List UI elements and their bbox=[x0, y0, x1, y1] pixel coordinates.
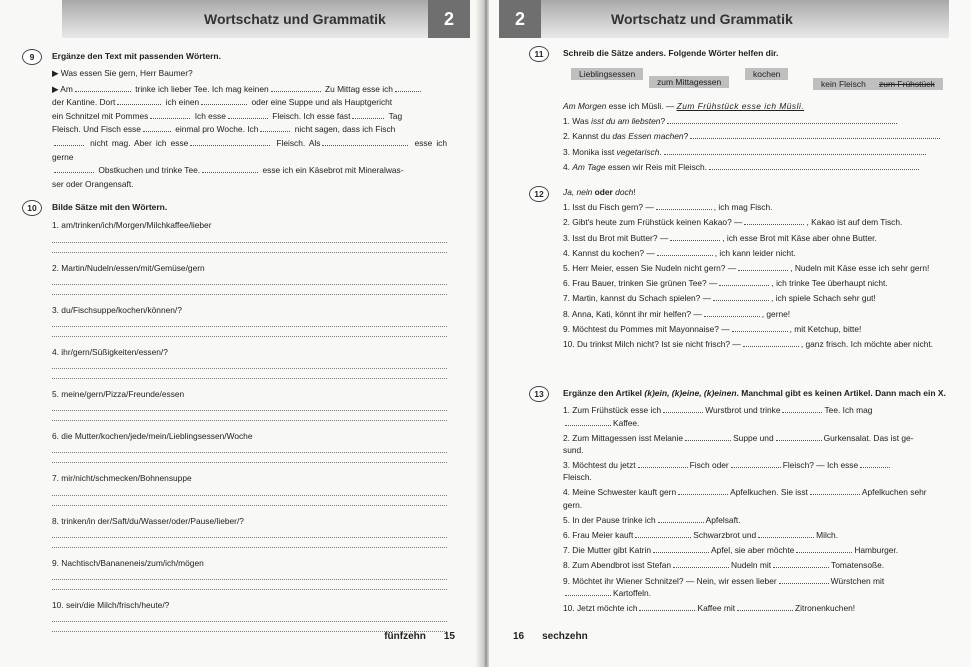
exercise-13-item: 3. Möchtest du jetzt Fisch oder Fleisch? — Ich esse Fleisch. bbox=[563, 459, 959, 483]
right-page bbox=[489, 0, 971, 667]
exercise-11 bbox=[563, 47, 959, 59]
exercise-10-item: 8. trinken/in der/Saft/du/Wasser/oder/Pause/lieber/? bbox=[52, 515, 447, 548]
left-page-number: 15 bbox=[443, 631, 455, 642]
exercise-10-item: 7. mir/nicht/schmecken/Bohnensuppe bbox=[52, 472, 447, 505]
exercise-13-item: 9. Möchtet ihr Wiener Schnitzel? — Nein, wir essen lieber Würstchen mit Kartoffeln. bbox=[563, 575, 885, 598]
exercise-13-item: 8. Zum Abendbrot isst Stefan Nudeln mit Tomatensoße. bbox=[563, 560, 885, 571]
exercise-12-item: 6. Frau Bauer, trinken Sie grünen Tee? — , ich trinke Tee überhaupt nicht. bbox=[563, 278, 888, 289]
exercise-9-number: 9 bbox=[22, 49, 42, 65]
exercise-12-item: 7. Martin, kannst du Schach spielen? — , ich spiele Schach sehr gut! bbox=[563, 293, 876, 304]
exercise-10-item: 5. meine/gern/Pizza/Freunde/essen bbox=[52, 388, 447, 421]
exercise-13-item: 7. Die Mutter gibt Katrin Apfel, sie aber möchte Hamburger. bbox=[563, 545, 899, 556]
word-box: kochen bbox=[745, 68, 788, 80]
exercise-13-item: 4. Meine Schwester kauft gern Apfelkuchen. Sie isst Apfelkuchen sehr gern. bbox=[563, 487, 927, 510]
exercise-12-task: Ja, nein oder doch! bbox=[563, 187, 636, 197]
exercise-12-item: 8. Anna, Kati, könnt ihr mir helfen? — , gerne! bbox=[563, 308, 791, 319]
exercise-10-item: 3. du/Fischsuppe/kochen/können/? bbox=[52, 304, 447, 337]
exercise-10-item: 2. Martin/Nudeln/essen/mit/Gemüse/gern bbox=[52, 262, 447, 295]
exercise-11-example: Am Morgen esse ich Müsli. — Zum Frühstück esse ich Müsli. bbox=[563, 101, 805, 111]
exercise-13 bbox=[563, 387, 959, 614]
exercise-10-item: 9. Nachtisch/Bananeneis/zum/ich/mögen bbox=[52, 557, 447, 590]
right-page-number: 16 bbox=[513, 631, 525, 642]
word-box-crossed: zum Frühstück bbox=[871, 78, 943, 90]
exercise-11-body bbox=[563, 100, 959, 173]
word-box: zum Mittagessen bbox=[649, 76, 729, 88]
left-header-title: Wortschatz und Grammatik bbox=[204, 11, 386, 27]
exercise-12-item: 3. Isst du Brot mit Butter? — , ich esse Brot mit Käse aber ohne Butter. bbox=[563, 232, 877, 243]
right-header bbox=[499, 0, 949, 38]
exercise-10-item: 10. sein/die Milch/frisch/heute/? bbox=[52, 599, 447, 632]
exercise-13-item: 10. Jetzt möchte ich Kaffee mit Zitronenkuchen! bbox=[563, 602, 856, 613]
exercise-10-item: 6. die Mutter/kochen/jede/mein/Lieblingsessen/Woche bbox=[52, 430, 447, 463]
exercise-13-task: Ergänze den Artikel (k)ein, (k)eine, (k)einen. Manchmal gibt es keinen Artikel. Dann mach ein X. bbox=[563, 388, 946, 398]
exercise-12-item: 1. Isst du Fisch gern? — , ich mag Fisch. bbox=[563, 202, 773, 213]
exercise-10-item: 1. am/trinken/ich/Morgen/Milchkaffee/lieber bbox=[52, 219, 447, 252]
exercise-11-item: 4. Am Tage essen wir Reis mit Fleisch. bbox=[563, 161, 959, 173]
exercise-11-item: 3. Monika isst vegetarisch. bbox=[563, 146, 959, 158]
exercise-12 bbox=[563, 186, 959, 350]
exercise-9-task: Ergänze den Text mit passenden Wörtern. bbox=[52, 51, 221, 61]
left-page bbox=[0, 0, 483, 667]
left-footer-word: fünfzehn bbox=[384, 631, 426, 642]
exercise-12-item: 2. Gibt's heute zum Frühstück keinen Kakao? — , Kakao ist auf dem Tisch. bbox=[563, 217, 903, 228]
exercise-10-item: 4. ihr/gern/Süßigkeiten/essen/? bbox=[52, 346, 447, 379]
exercise-9-text: ▶ Am trinke ich lieber Tee. Ich mag keinen Zu Mittag esse ich der Kantine. Dort ich einen oder eine Suppe und als Hauptgericht ein Schnitzel mit Pommes Ich esse Fleisch. Ich esse fast Tag Fleisch. Und Fisch esse einmal pro Woche. Ich nicht sagen, dass ich Fisch nicht mag. Aber ich esse Fleisch. Als esse ich gerne Obstkuchen und trinke Tee. esse ich ein Käsebrot mit Mineralwas- ser oder Orangensaft. bbox=[52, 83, 448, 189]
word-box: kein Fleisch bbox=[813, 78, 874, 90]
exercise-10-task: Bilde Sätze mit den Wörtern. bbox=[52, 202, 168, 212]
exercise-12-item: 9. Möchtest du Pommes mit Mayonnaise? — , mit Ketchup, bitte! bbox=[563, 323, 862, 334]
exercise-11-number: 11 bbox=[529, 46, 549, 62]
right-footer-word: sechzehn bbox=[542, 631, 588, 642]
exercise-13-number: 13 bbox=[529, 386, 549, 402]
exercise-12-number: 12 bbox=[529, 186, 549, 202]
exercise-13-item: 5. In der Pause trinke ich Apfelsaft. bbox=[563, 514, 741, 525]
exercise-11-task: Schreib die Sätze anders. Folgende Wörter helfen dir. bbox=[563, 48, 779, 58]
word-box: Lieblingsessen bbox=[571, 68, 643, 80]
exercise-13-item: 1. Zum Frühstück esse ich Wurstbrot und trinke Tee. Ich mag Kaffee. bbox=[563, 405, 873, 428]
exercise-12-item: 5. Herr Meier, essen Sie Nudeln nicht gern? — , Nudeln mit Käse esse ich sehr gern! bbox=[563, 262, 930, 273]
exercise-11-item: 2. Kannst du das Essen machen? bbox=[563, 130, 959, 142]
exercise-9 bbox=[52, 50, 447, 191]
left-header bbox=[62, 0, 470, 38]
exercise-10 bbox=[52, 201, 447, 632]
exercise-9-question: ▶ Was essen Sie gern, Herr Baumer? bbox=[52, 68, 193, 79]
exercise-12-item: 10. Du trinkst Milch nicht? Ist sie nicht frisch? — , ganz frisch. Ich möchte aber nicht. bbox=[563, 338, 934, 349]
exercise-10-number: 10 bbox=[22, 200, 42, 216]
exercise-13-item: 2. Zum Mittagessen isst Melanie Suppe und Gurkensalat. Das ist ge- sund. bbox=[563, 432, 914, 455]
exercise-11-item: 1. Was isst du am liebsten? bbox=[563, 115, 959, 127]
exercise-13-item: 6. Frau Meier kauft Schwarzbrot und Milch. bbox=[563, 530, 839, 540]
right-page-footer bbox=[513, 631, 588, 642]
exercise-12-item: 4. Kannst du kochen? — , ich kann leider nicht. bbox=[563, 247, 796, 258]
left-unit-number: 2 bbox=[428, 0, 470, 38]
right-unit-number: 2 bbox=[499, 0, 541, 38]
left-page-footer bbox=[384, 631, 455, 642]
right-header-title: Wortschatz und Grammatik bbox=[611, 11, 793, 27]
